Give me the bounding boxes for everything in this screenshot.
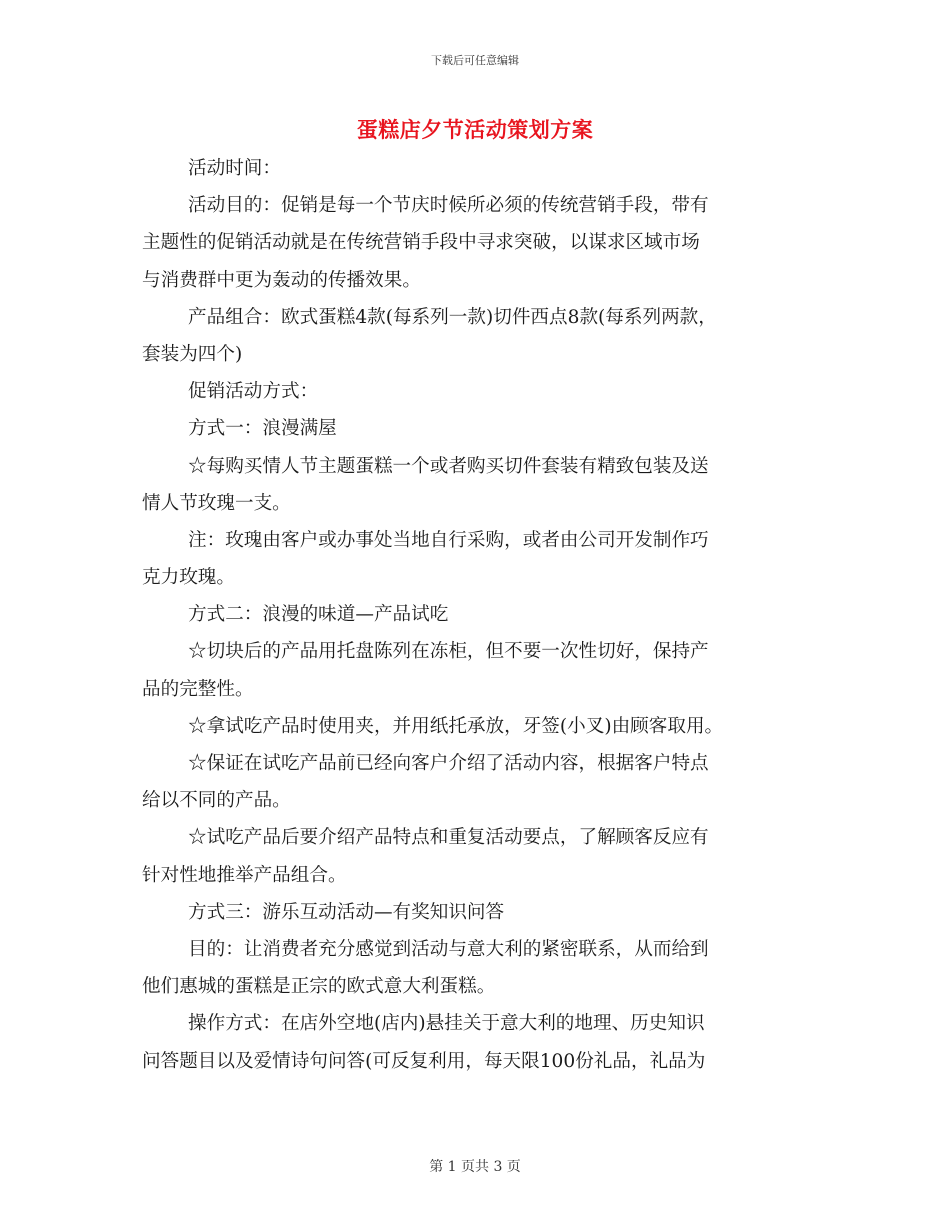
body-line: 给以不同的产品。 [142,790,291,812]
body-line: 克力玫瑰。 [142,567,235,589]
page-header: 下载后可任意编辑 [431,54,519,67]
body-line: 产品组合：欧式蛋糕4款(每系列一款)切件西点8款(每系列两款， [188,306,717,328]
body-line: 注：玫瑰由客户或办事处当地自行采购，或者由公司开发制作巧 [188,529,709,551]
body-line: 与消费群中更为轰动的传播效果。 [142,269,421,291]
body-line: 方式二：浪漫的味道—产品试吃 [188,604,449,626]
body-line: 方式一：浪漫满屋 [188,418,337,440]
body-line: 套装为四个) [142,343,243,365]
body-line: 活动目的：促销是每一个节庆时候所必须的传统营销手段，带有 [188,195,709,217]
body-line: 活动时间： [188,158,281,179]
body-line: 操作方式：在店外空地(店内)悬挂关于意大利的地理、历史知识 [188,1013,705,1035]
body-line: 目的：让消费者充分感觉到活动与意大利的紧密联系，从而给到 [188,938,709,960]
body-line: 促销活动方式： [188,381,319,403]
body-line: 品的完整性。 [142,678,254,700]
body-line: 情人节玫瑰一支。 [142,492,291,514]
body-line: 问答题目以及爱情诗句问答(可反复利用，每天限100份礼品，礼品为 [142,1050,706,1072]
body-line: ☆拿试吃产品时使用夹，并用纸托承放，牙签(小叉)由顾客取用。 [188,715,724,737]
body-line: 方式三：游乐互动活动—有奖知识问答 [188,901,505,923]
body-line: ☆保证在试吃产品前已经向客户介绍了活动内容，根据客户特点 [188,753,709,774]
body-line: ☆试吃产品后要介绍产品特点和重复活动要点，了解顾客反应有 [188,827,709,849]
body-line: 针对性地推举产品组合。 [142,864,347,886]
body-line: 他们惠城的蛋糕是正宗的欧式意大利蛋糕。 [142,976,496,998]
document-body [142,150,810,1080]
page-footer: 第 1 页共 3 页 [429,1159,521,1175]
body-line: ☆切块后的产品用托盘陈列在冻柜，但不要一次性切好，保持产 [188,641,709,663]
body-line: 主题性的促销活动就是在传统营销手段中寻求突破，以谋求区域市场 [142,232,700,254]
document-title: 蛋糕店夕节活动策划方案 [356,117,594,142]
body-line: ☆每购买情人节主题蛋糕一个或者购买切件套装有精致包装及送 [188,455,709,477]
